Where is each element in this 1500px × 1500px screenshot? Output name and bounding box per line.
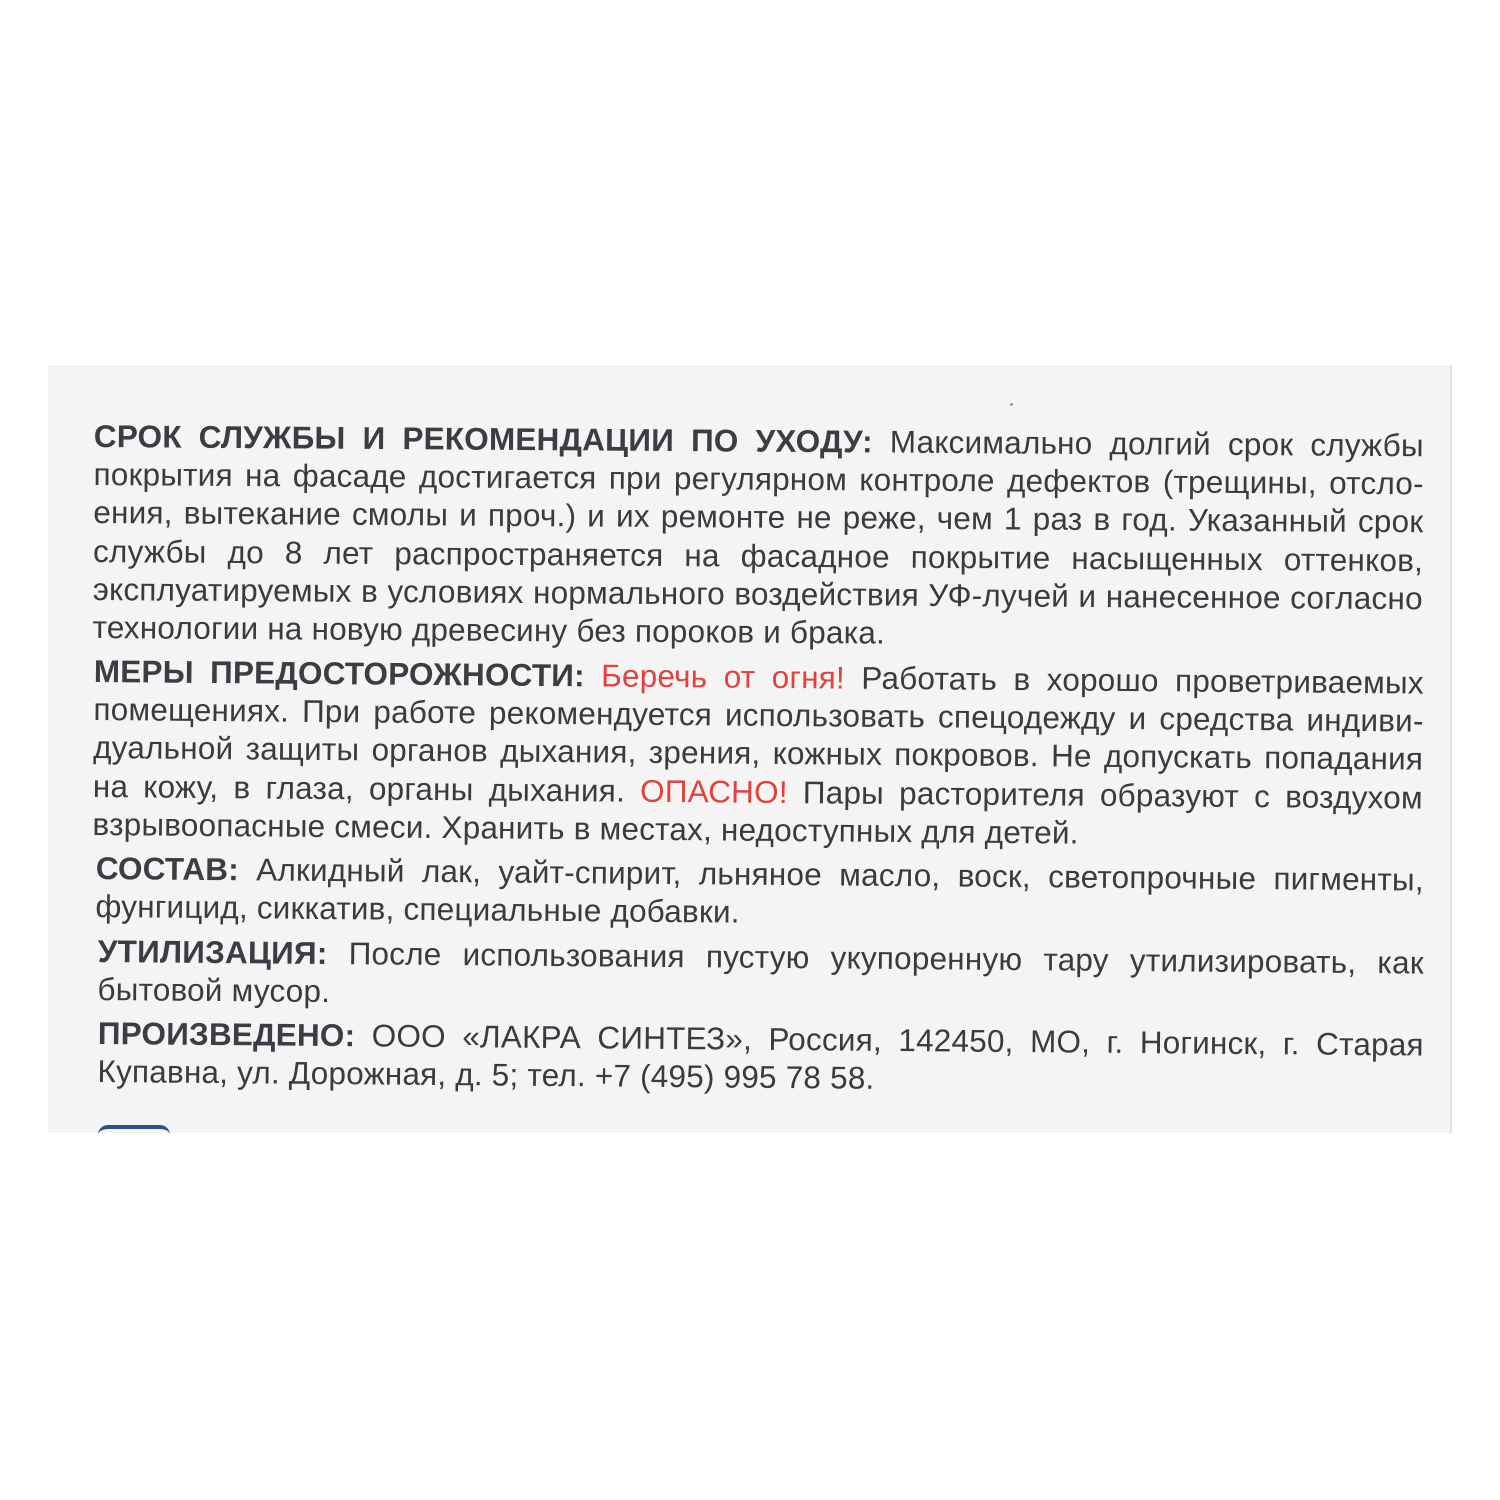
- blue-graphic-edge: [98, 1125, 170, 1141]
- disposal-heading: УТИЛИЗАЦИЯ:: [97, 932, 328, 971]
- precautions-text-2: Пары расторителя образуют с воздухом взрывоопасные смеси. Хранить в местах, недоступных для детей.: [92, 773, 1423, 851]
- manufacturer-heading: ПРОИЗВЕДЕНО:: [97, 1015, 356, 1054]
- precautions-text-1: Работать в хорошо проветриваемых помещениях. При работе рекомендуется использовать спецодежду и средства индивидуальной защиты органов дыхания, зрения, кожных покровов. Не допускать попадания на кожу, в глаза, органы дыхания.: [92, 659, 1424, 809]
- dust-speck: [1010, 403, 1013, 406]
- precautions-paragraph: [92, 652, 1424, 855]
- label-text-block: [94, 417, 1424, 1096]
- disposal-paragraph: [97, 932, 1424, 1020]
- danger-warning: ОПАСНО!: [624, 772, 788, 810]
- composition-paragraph: [95, 849, 1424, 937]
- composition-text: Алкидный лак, уайт-спирит, льняное масло, воск, светопрочные пигменты, фунгицид, сиккатив, специальные добавки.: [95, 851, 1424, 931]
- composition-heading: СОСТАВ:: [95, 850, 240, 888]
- service-life-paragraph: [92, 417, 1424, 655]
- service-life-text: Максимально долгий срок службы покрытия на фасаде достигается при регулярном контроле дефектов (трещины, отслоения, вытекание смолы и проч.) и их ремонте не реже, чем 1 раз в год. Указанный срок службы до 8 лет распространяется на фасадное покрытие насыщенных оттенков, эксплуатируемых в условиях нормального воздействия УФ-лучей и нанесенное согласно технологии на новую древесину без пороков и брака.: [92, 423, 1424, 651]
- manufacturer-text: ООО «ЛАКРА СИНТЕЗ», Россия, 142450, МО, г. Ногинск, г. Старая Купавна, ул. Дорожная, д. 5; тел. +7 (495) 995 78 58.: [97, 1017, 1424, 1097]
- fire-warning: Беречь от огня!: [584, 657, 846, 696]
- disposal-text: После использования пустую укупоренную тару утилизировать, как бытовой мусор.: [97, 934, 1424, 1009]
- precautions-heading: МЕРЫ ПРЕДОСТОРОЖНОСТИ:: [93, 653, 585, 694]
- manufacturer-paragraph: [97, 1014, 1424, 1102]
- service-life-heading: СРОК СЛУЖБЫ И РЕКОМЕНДАЦИИ ПО УХОДУ:: [93, 417, 873, 460]
- product-label: [48, 365, 1452, 1133]
